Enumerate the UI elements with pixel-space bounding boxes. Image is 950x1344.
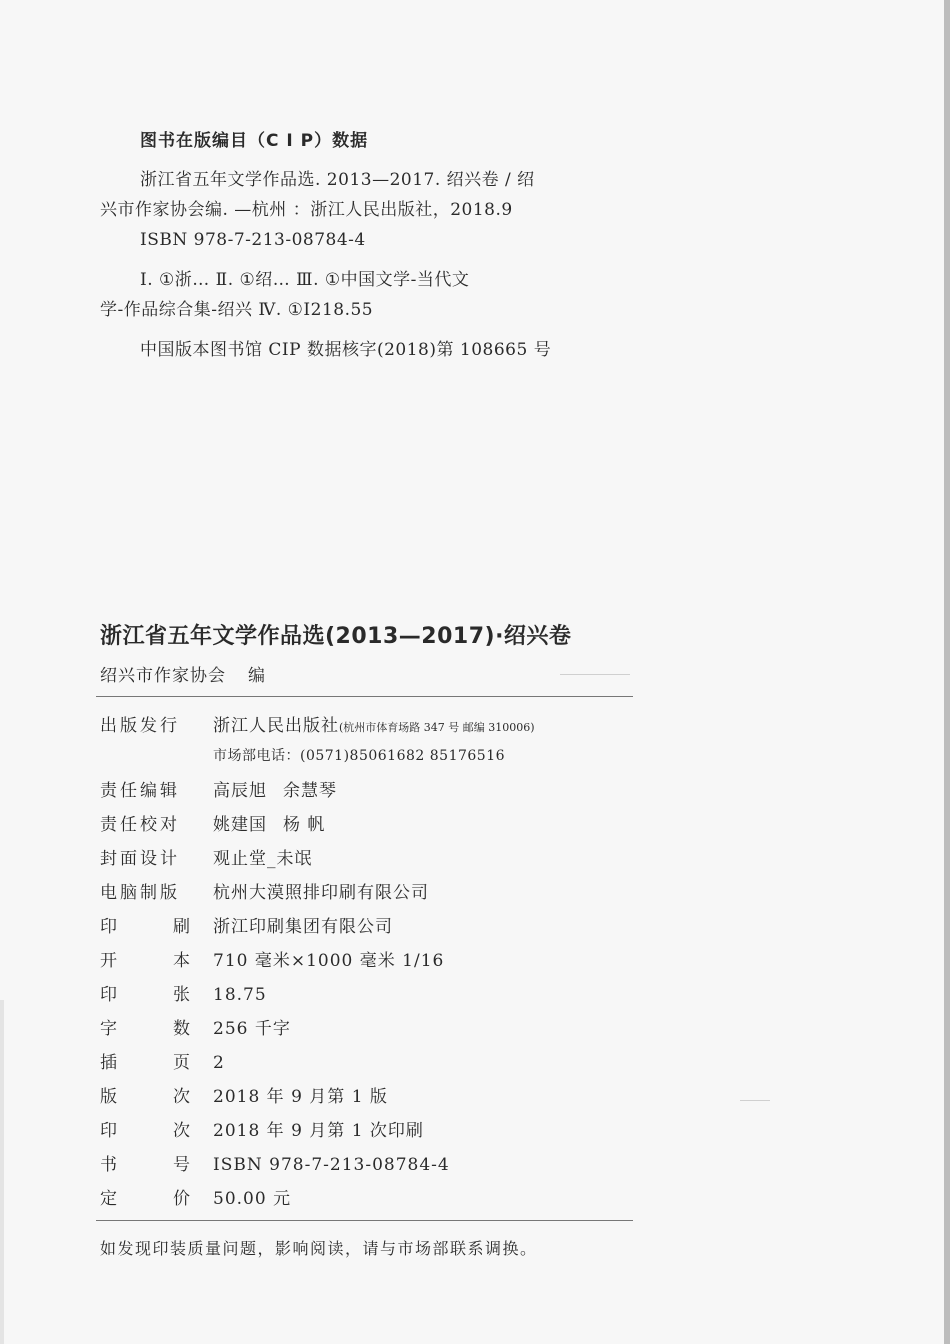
printing-label: 印 刷 — [100, 917, 190, 937]
price-label: 定 价 — [100, 1189, 190, 1209]
format-value: 710 毫米×1000 毫米 1/16 — [213, 951, 445, 971]
editor-role: 编 — [248, 666, 266, 686]
edition-label: 版 次 — [100, 1087, 190, 1107]
edition-row — [100, 1082, 388, 1107]
isbn-row — [100, 1150, 450, 1175]
scan-mark — [740, 1100, 770, 1101]
cip-heading: 图书在版编目（C I P）数据 — [140, 131, 369, 151]
price-row — [100, 1184, 291, 1209]
cip-line: 兴市作家协会编. —杭州 ：浙江人民出版社，2018.9 — [100, 200, 513, 220]
cover-design-value: 观止堂_未氓 — [213, 849, 313, 869]
editor-name-1: 高辰旭 — [213, 781, 267, 801]
quality-notice: 如发现印装质量问题，影响阅读，请与市场部联系调换。 — [100, 1239, 538, 1258]
cip-isbn: ISBN 978-7-213-08784-4 — [140, 230, 366, 250]
marketing-phone: 市场部电话：(0571)85061682 85176516 — [213, 748, 506, 764]
edition-value: 2018 年 9 月第 1 版 — [213, 1087, 388, 1107]
editor-name: 绍兴市作家协会 — [100, 666, 226, 686]
impression-label: 印 次 — [100, 1121, 190, 1141]
printing-value: 浙江印刷集团有限公司 — [213, 917, 393, 937]
publisher-value — [213, 711, 535, 736]
word-count-label: 字 数 — [100, 1019, 190, 1039]
cip-line: 学-作品综合集-绍兴 Ⅳ. ①I218.55 — [100, 300, 374, 320]
typesetting-value: 杭州大漠照排印刷有限公司 — [213, 883, 429, 903]
format-row — [100, 946, 444, 971]
word-count-row — [100, 1014, 291, 1039]
sheets-label: 印 张 — [100, 985, 190, 1005]
plates-row — [100, 1048, 225, 1073]
cip-record-number — [100, 335, 600, 365]
scan-mark — [560, 674, 630, 675]
typesetting-label: 电脑制版 — [100, 883, 180, 903]
impression-value: 2018 年 9 月第 1 次印刷 — [213, 1121, 424, 1141]
format-label: 开 本 — [100, 951, 190, 971]
impression-row — [100, 1116, 424, 1141]
typesetting-row — [100, 878, 429, 903]
editor-row — [100, 776, 337, 801]
proofreader-label: 责任校对 — [100, 815, 180, 835]
sheets-row — [100, 980, 267, 1005]
publisher-label: 出版发行 — [100, 716, 180, 736]
divider-bottom — [96, 1220, 633, 1221]
publisher-row — [100, 711, 535, 736]
cip-line: 中国版本图书馆 CIP 数据核字(2018)第 108665 号 — [140, 340, 552, 360]
proofreader-value — [213, 810, 325, 835]
cip-line: Ⅰ. ①浙… Ⅱ. ①绍… Ⅲ. ①中国文学-当代文 — [140, 270, 470, 290]
page-edge-shadow — [944, 0, 950, 1344]
cip-subject-entry — [100, 265, 600, 325]
cover-design-label: 封面设计 — [100, 849, 180, 869]
proofreader-name-1: 姚建国 — [213, 815, 267, 835]
editor-value — [213, 776, 337, 801]
editor-label: 责任编辑 — [100, 781, 180, 801]
plates-value: 2 — [213, 1053, 225, 1073]
plates-label: 插 页 — [100, 1053, 190, 1073]
page-edge-shadow-left — [0, 1000, 4, 1344]
cip-line: 浙江省五年文学作品选. 2013—2017. 绍兴卷 / 绍 — [140, 170, 535, 190]
proofreader-name-2: 杨 帆 — [283, 815, 326, 835]
isbn-value: ISBN 978-7-213-08784-4 — [213, 1155, 450, 1175]
phone-row — [213, 745, 505, 765]
cip-bibliographic-entry — [100, 165, 600, 255]
book-editor — [100, 661, 266, 686]
editor-name-2: 余慧琴 — [283, 781, 337, 801]
proofreader-row — [100, 810, 325, 835]
publisher-name: 浙江人民出版社 — [213, 716, 339, 736]
divider-top — [96, 696, 633, 697]
word-count-value: 256 千字 — [213, 1019, 291, 1039]
price-value: 50.00 元 — [213, 1189, 292, 1209]
book-title: 浙江省五年文学作品选(2013—2017)·绍兴卷 — [100, 624, 572, 649]
sheets-value: 18.75 — [213, 985, 267, 1005]
publisher-address: (杭州市体育场路 347 号 邮编 310006) — [339, 721, 535, 734]
isbn-label: 书 号 — [100, 1155, 190, 1175]
cover-design-row — [100, 844, 313, 869]
printing-row — [100, 912, 393, 937]
